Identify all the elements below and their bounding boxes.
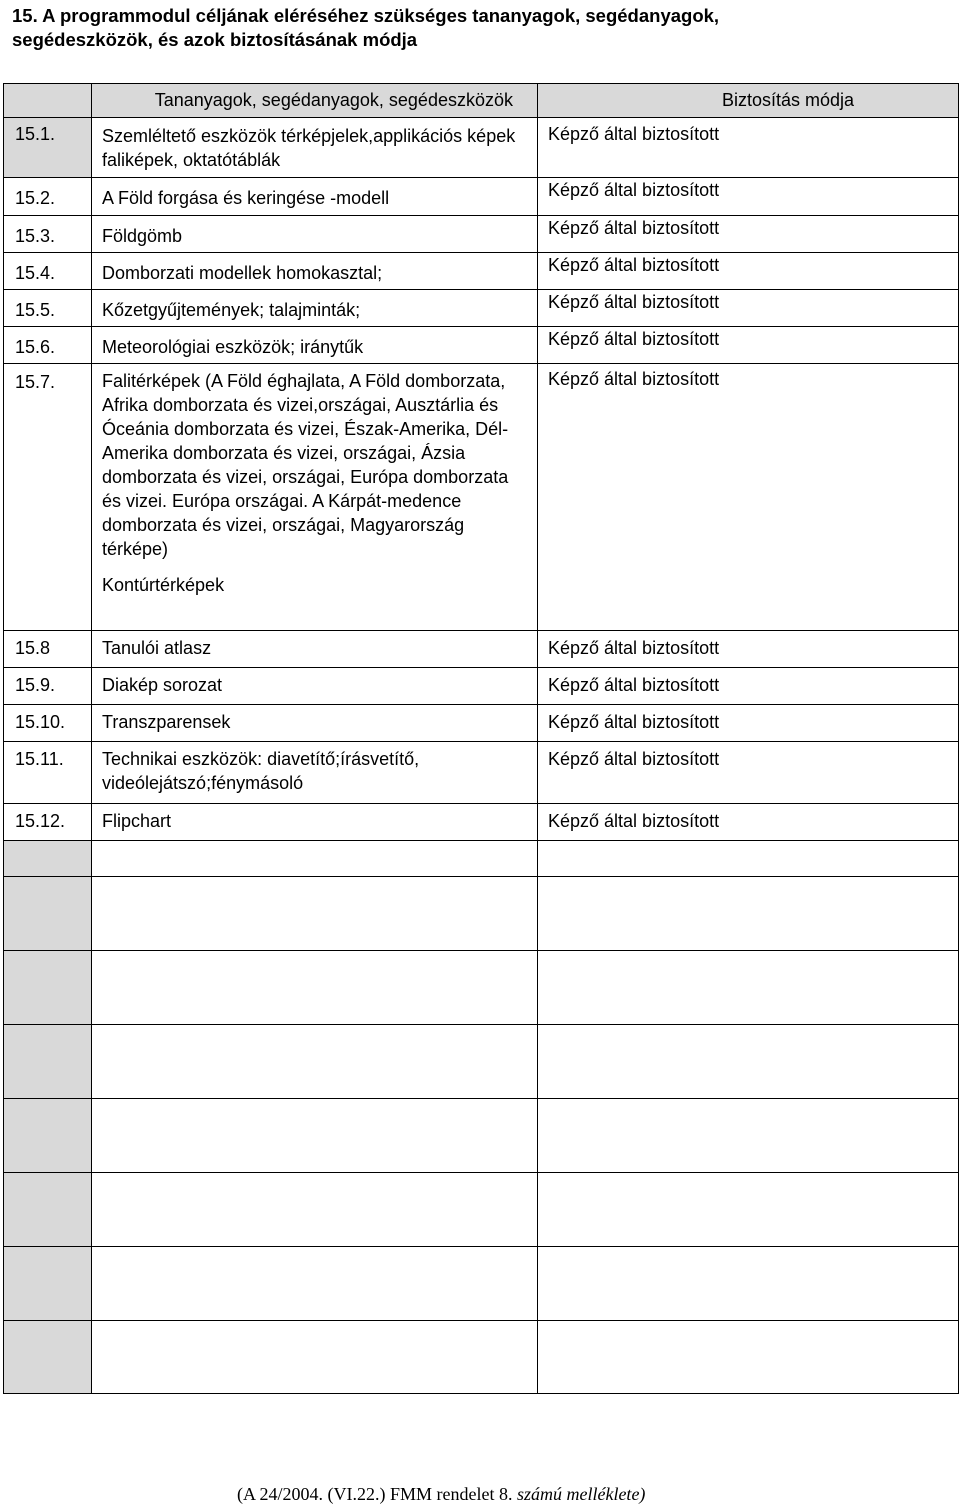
empty-row [4,1099,959,1173]
table-row [4,253,959,290]
empty-number-cell [4,1321,92,1394]
row-provision: Képző által biztosított [538,705,959,742]
empty-description-cell [92,1247,538,1321]
header-materials: Tananyagok, segédanyagok, segédeszközök [92,84,538,118]
row-provision: Képző által biztosított [538,253,959,290]
row-description: A Föld forgása és keringése -modell [92,178,538,216]
empty-row [4,841,959,877]
row-provision: Képző által biztosított [538,804,959,841]
row-description: Falitérképek (A Föld éghajlata, A Föld domborzata, Afrika domborzata és vizei,országai, Ausztárlia és Óceánia domborzata és vizei, Észak-Amerika, Dél-Amerika domborzata és vizei, országai, Ázsia domborzata és vizei, országai, Európa domborzata és vizei. Európa országai. A Kárpát-medence domborzata és vizei, országai, Magyarország térképe) [102,371,509,559]
header-provision: Biztosítás módja [538,84,959,118]
empty-description-cell [92,1173,538,1247]
table-row [4,178,959,216]
row-description: Tanulói atlasz [92,631,538,668]
header-blank-cell [4,84,92,118]
row-provision: Képző által biztosított [538,290,959,327]
empty-provision-cell [538,877,959,951]
heading-line-1: 15. A programmodul céljának eléréséhez szükséges tananyagok, segédanyagok, [12,5,720,26]
table-row [4,118,959,178]
footer-italic: számú melléklete) [516,1484,646,1504]
empty-provision-cell [538,1321,959,1394]
table-row [4,742,959,804]
empty-description-cell [92,1025,538,1099]
row-description: Domborzati modellek homokasztal; [92,253,538,290]
empty-number-cell [4,1099,92,1173]
empty-number-cell [4,877,92,951]
row-provision: Képző által biztosított [538,364,959,631]
table-row [4,705,959,742]
row-number: 15.10. [4,705,92,742]
row-number: 15.5. [4,290,92,327]
empty-row [4,877,959,951]
row-number: 15.2. [4,178,92,216]
table-row [4,668,959,705]
row-description: Flipchart [92,804,538,841]
row-provision: Képző által biztosított [538,118,959,178]
empty-provision-cell [538,1099,959,1173]
empty-row [4,1321,959,1394]
row-number: 15.9. [4,668,92,705]
row-provision: Képző által biztosított [538,327,959,364]
row-description: Transzparensek [92,705,538,742]
table-row [4,327,959,364]
row-number: 15.6. [4,327,92,364]
table-row [4,216,959,253]
row-number: 15.4. [4,253,92,290]
empty-provision-cell [538,1025,959,1099]
row-description: Földgömb [92,216,538,253]
row-description-extra: Kontúrtérképek [102,575,225,595]
table-header-row [4,84,959,118]
row-number: 15.7. [4,364,92,631]
footer-citation [237,1484,645,1505]
empty-description-cell [92,1321,538,1394]
empty-number-cell [4,951,92,1025]
empty-number-cell [4,841,92,877]
empty-row [4,1025,959,1099]
materials-table [3,83,959,1394]
empty-description-cell [92,1099,538,1173]
row-provision: Képző által biztosított [538,742,959,804]
footer-main: (A 24/2004. (VI.22.) FMM rendelet 8. [237,1484,513,1504]
empty-provision-cell [538,1247,959,1321]
empty-provision-cell [538,841,959,877]
row-provision: Képző által biztosított [538,631,959,668]
empty-description-cell [92,877,538,951]
table-row [4,290,959,327]
row-description: Szemléltető eszközök térképjelek,applikációs képek faliképek, oktatótáblák [92,118,538,178]
row-number: 15.1. [4,118,92,178]
table-row [4,804,959,841]
empty-provision-cell [538,1173,959,1247]
row-number: 15.3. [4,216,92,253]
empty-number-cell [4,1025,92,1099]
row-description: Technikai eszközök: diavetítő;írásvetítő, videólejátszó;fénymásoló [92,742,538,804]
row-description: Kőzetgyűjtemények; talajminták; [92,290,538,327]
empty-row [4,1173,959,1247]
empty-row [4,951,959,1025]
empty-number-cell [4,1247,92,1321]
row-provision: Képző által biztosított [538,668,959,705]
empty-description-cell [92,841,538,877]
empty-description-cell [92,951,538,1025]
table-row [4,631,959,668]
row-number: 15.11. [4,742,92,804]
empty-number-cell [4,1173,92,1247]
row-number: 15.8 [4,631,92,668]
heading-line-2: segédeszközök, és azok biztosításának módja [12,29,418,50]
row-provision: Képző által biztosított [538,178,959,216]
row-description: Meteorológiai eszközök; iránytűk [92,327,538,364]
empty-provision-cell [538,951,959,1025]
row-description-cell [92,364,538,631]
row-number: 15.12. [4,804,92,841]
table-row [4,364,959,631]
row-description: Diakép sorozat [92,668,538,705]
section-heading [12,4,912,52]
row-provision: Képző által biztosított [538,216,959,253]
empty-row [4,1247,959,1321]
